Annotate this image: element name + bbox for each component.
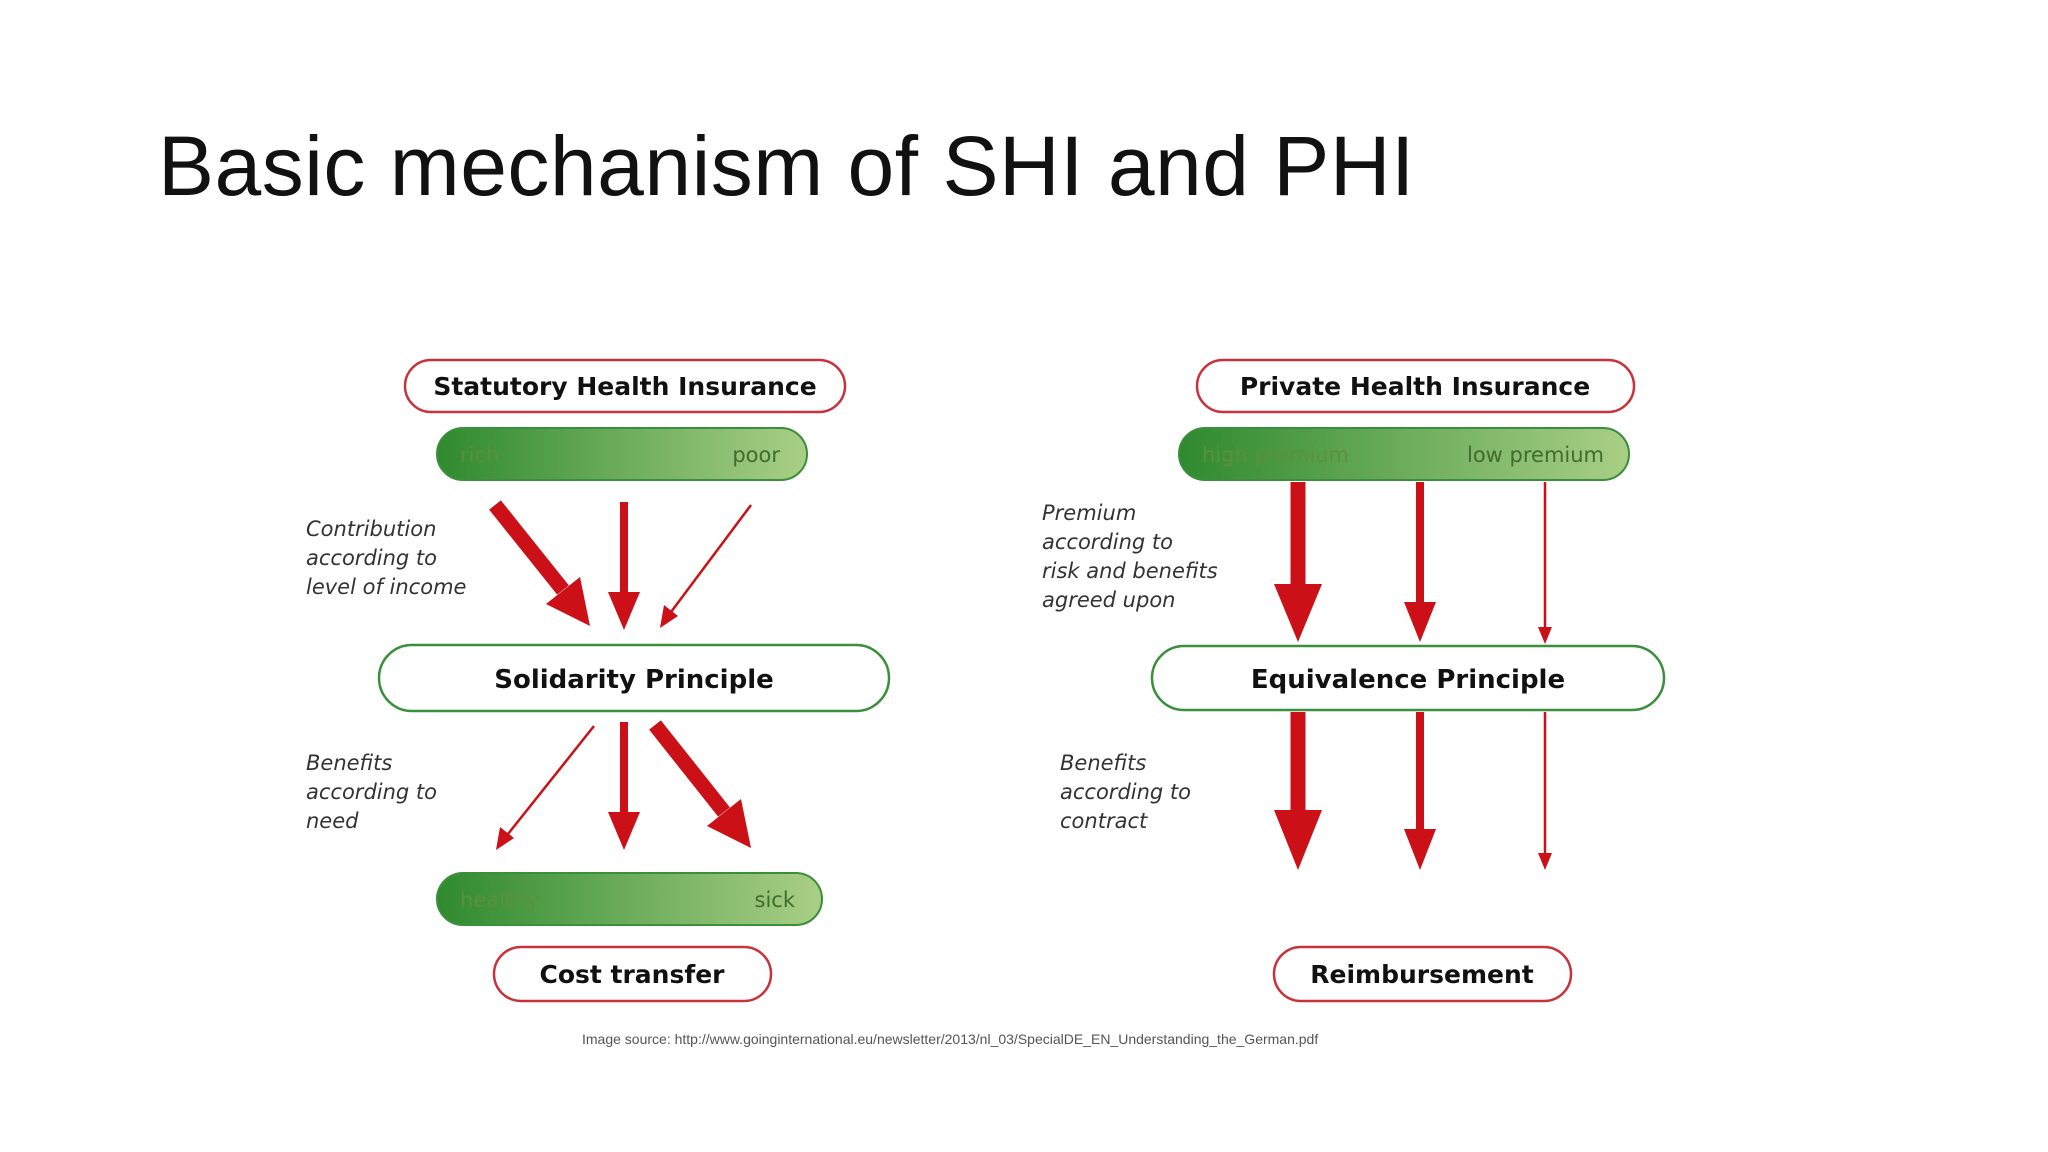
phi-premium-arrow-thick: [1274, 482, 1322, 642]
phi-benefit-arrow-medium: [1404, 712, 1436, 870]
phi-benefit-arrow-thick: [1274, 712, 1322, 870]
phi-outcome-box: [1274, 947, 1571, 1001]
shi-income-bar: [437, 428, 807, 480]
shi-outcome: Cost transfer: [539, 960, 725, 989]
shi-bar-healthy-label: healthy: [460, 888, 539, 912]
shi-title: Statutory Health Insurance: [433, 372, 817, 401]
shi-contribution-line-2: according to: [306, 546, 438, 570]
shi-benefits-line-3: need: [306, 809, 359, 833]
phi-premium-note: [1042, 501, 1218, 612]
phi-benefits-line-3: contract: [1060, 809, 1148, 833]
phi-principle: Equivalence Principle: [1250, 665, 1566, 695]
shi-contribution-line-3: level of income: [306, 575, 467, 599]
phi-bar-low-label: low premium: [1466, 443, 1604, 467]
shi-benefits-line-1: Benefits: [306, 751, 393, 775]
shi-bar-sick-label: sick: [754, 888, 795, 912]
shi-bar-poor-label: poor: [732, 443, 780, 467]
phi-premium-line-3: risk and benefits: [1042, 559, 1218, 583]
shi-principle-box: [379, 645, 889, 711]
phi-premium-arrow-medium: [1404, 482, 1436, 642]
shi-benefits-line-2: according to: [306, 780, 438, 804]
phi-premium-line-2: according to: [1042, 530, 1174, 554]
shi-health-bar: [437, 873, 822, 925]
shi-benefit-arrow-thick: [655, 725, 751, 848]
shi-outcome-box: [494, 947, 771, 1001]
phi-premium-line-1: Premium: [1042, 501, 1137, 525]
phi-benefits-note: [1060, 751, 1191, 833]
phi-benefits-line-1: Benefits: [1060, 751, 1147, 775]
phi-outcome: Reimbursement: [1310, 960, 1534, 989]
image-source-caption: Image source: http://www.goinginternational.eu/newsletter/2013/nl_03/SpecialDE_EN_Understanding_the_German.pdf: [582, 1031, 1319, 1047]
shi-bar-rich-label: rich: [460, 443, 500, 467]
phi-premium-bar: [1179, 428, 1629, 480]
slide-title: Basic mechanism of SHI and PHI: [158, 119, 1415, 213]
shi-contribution-arrow-medium: [608, 502, 640, 630]
shi-benefit-arrow-thin: [496, 726, 594, 850]
phi-premium-arrow-thin: [1538, 482, 1552, 644]
shi-benefits-note: [306, 751, 437, 833]
shi-contribution-note: [306, 517, 466, 599]
phi-bar-high-label: high premium: [1202, 443, 1349, 467]
phi-premium-line-4: agreed upon: [1042, 588, 1176, 612]
shi-title-box: [405, 360, 845, 412]
phi-benefit-arrow-thin: [1538, 712, 1552, 870]
shi-contribution-arrow-thin: [660, 505, 751, 628]
phi-title: Private Health Insurance: [1239, 372, 1591, 401]
phi-title-box: [1197, 360, 1634, 412]
shi-contribution-line-1: Contribution: [306, 517, 437, 541]
shi-contribution-arrow-thick: [495, 505, 590, 626]
phi-benefits-line-2: according to: [1060, 780, 1192, 804]
phi-principle-box: [1152, 646, 1664, 710]
shi-principle: Solidarity Principle: [494, 665, 774, 695]
shi-benefit-arrow-medium: [608, 722, 640, 850]
